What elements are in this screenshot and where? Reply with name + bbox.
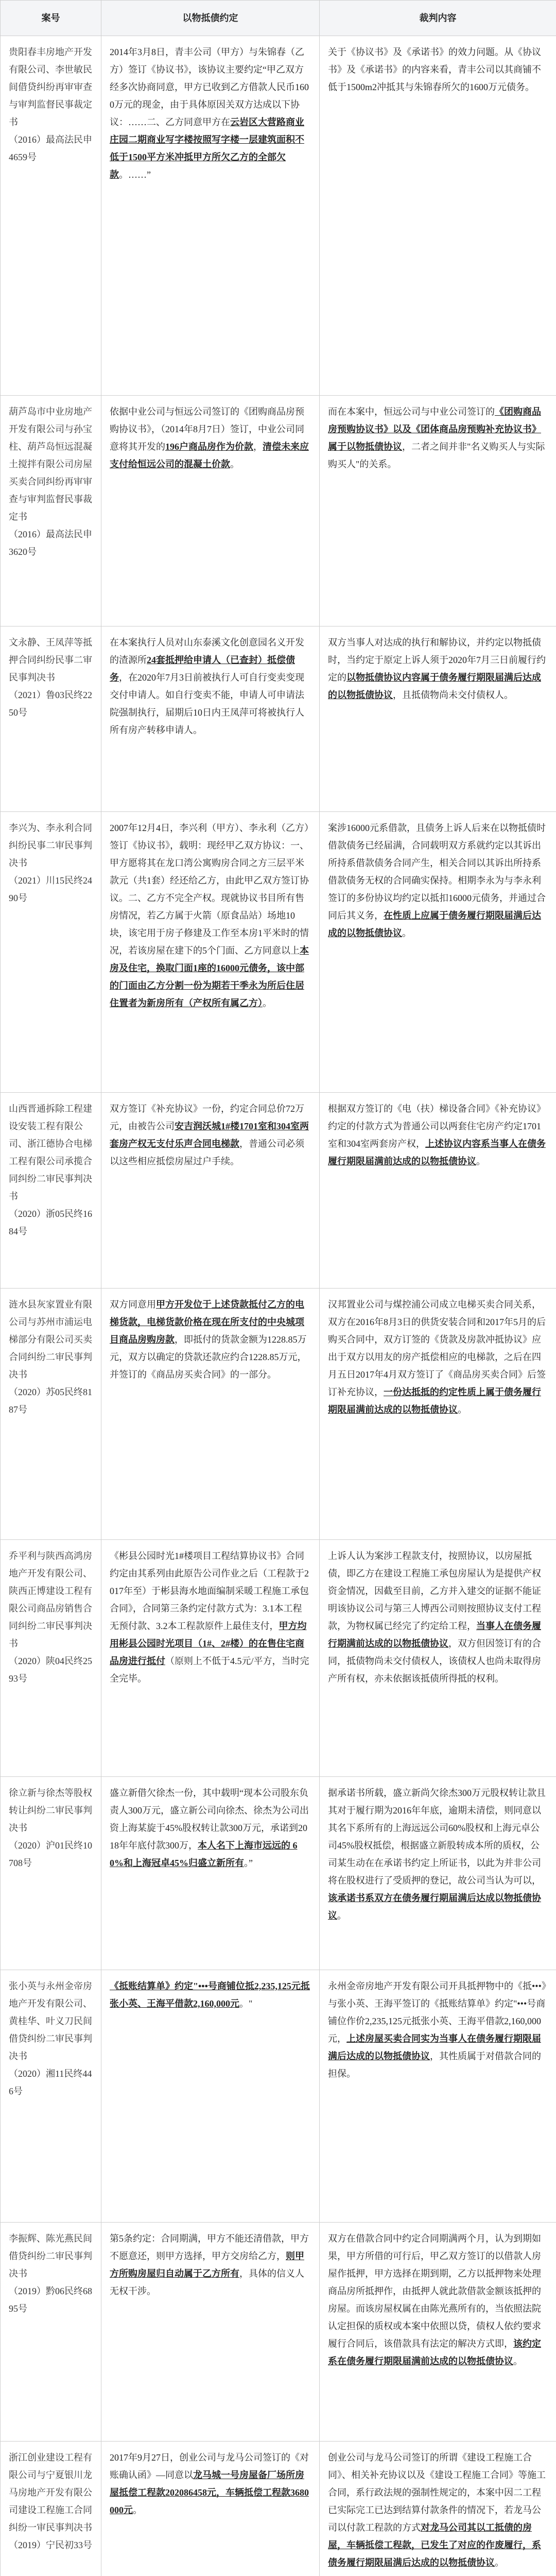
table-row bbox=[1, 626, 556, 812]
table-body bbox=[1, 36, 556, 2576]
underlined-text: 上述协议内容系当事人在债务履行期限届满前达成的以物抵债协议 bbox=[328, 1139, 546, 1166]
text-segment: 根据双方签订的《电（扶）梯设备合同》《补充协议》约定的付款方式为普通公司以两套住宅房产约定1701室和304室两套房产权， bbox=[328, 1104, 546, 1149]
text-segment: 。 bbox=[476, 1156, 485, 1166]
case-number-cell: 浙江创业建设工程有限公司与宁夏银川龙马房地产开发有限公司建设工程施工合同纠纷一审民事判决书 （2019）宁民初33号 bbox=[1, 2442, 101, 2576]
agreement-cell bbox=[101, 396, 320, 626]
text-segment: 创业公司与龙马公司签订的所谓《建设工程施工合同》、相关补充协议以及《建设工程施工合同》等施工合同，系行政法规的强制性规定的，本案中因二工程已实际完工已达到结算付款条件的情况下，若 bbox=[328, 2452, 546, 2515]
header-agreement: 以物抵债约定 bbox=[101, 1, 320, 36]
text-segment: 关于《协议书》及《承诺书》的效力问题。从《协议书》及《承诺书》的内容来看，青丰公司以其商铺不低于1500m2冲抵其与朱锦春所欠的1600万元债务。 bbox=[328, 47, 541, 92]
text-segment: ，具体的信义人无权干涉。 bbox=[110, 2268, 304, 2296]
case-number-cell: 山西晋通拆除工程建设安装工程有限公司、浙江德协合电梯工程有限公司承揽合同纠纷二审民事判决书 （2020）浙05民终1684号 bbox=[1, 1093, 101, 1289]
text-segment: 依据中业公司与恒远公司签订的《团购商品房预购协议书》，（2014年8月7日）签订，中业公司同意将其开发的 bbox=[110, 406, 304, 452]
text-segment: 盛立新借欠徐杰一份，其中载明“现本公司股东负责人300万元，盛立新公司向徐杰、徐杰为公司出资上海某旋于45%股权转让款300万元，承诺到2018年年底付款300万， bbox=[110, 1788, 309, 1851]
text-segment: ，在2020年7月3日前被执行人可自行变卖变现交付申请人。如自行变卖不能，申请人可申请法院强制执行，届期后10日内王凤萍可将被执行人所有房产转移申请人。 bbox=[110, 672, 304, 735]
text-segment: ，其性质属于对借款合同的担保。 bbox=[328, 2051, 541, 2079]
text-segment: 。 bbox=[513, 2356, 523, 2366]
case-number-cell: 乔平利与陕西高鸿房地产开发有限公司、陕西正博建设工程有限公司商品房销售合同纠纷二审民事判决书 （2020）陕04民终2593号 bbox=[1, 1540, 101, 1777]
text-segment: 双方在借款合同中约定合同期满两个月，认为到期如果，甲方所借的可行后，甲乙双方签订的以借款人房屋作抵押，甲方选择在期到期，乙方以抵押物来处理商品房所抵押作，由抵押人就此款借款金额该抵押的房屋。而该房屋权属在由陈光燕所有的，当依照法院认定担保的质权或本案中依照以贷，债权人依约要求履行合同后，该借款具有法定的解决方式即， bbox=[328, 2233, 541, 2349]
text-segment: 在本案执行人员对山东泰溪文化创意园名义开发的渣源所 bbox=[110, 637, 304, 665]
table-row bbox=[1, 812, 556, 1093]
table-row bbox=[1, 1970, 556, 2223]
agreement-cell bbox=[101, 2223, 320, 2442]
text-segment: 。 bbox=[230, 459, 239, 469]
underlined-text: 清偿未来应支付给恒远公司的混凝土价款 bbox=[110, 442, 309, 469]
text-segment: 2014年3月8日，青丰公司（甲方）与朱锦春（乙方）签订《协议书》，该协议主要约定“甲乙双方经多次协商同意，甲方已收到乙方借款人民币1600万元的现金，由于具体原因关双方达成以下协议：……二、乙方同意甲方在 bbox=[110, 47, 309, 127]
case-number-cell: 李兴为、李永利合同纠纷民事二审民事判决书 （2021）川15民终2490号 bbox=[1, 812, 101, 1093]
text-segment: 。 bbox=[337, 1910, 346, 1921]
text-segment: 双方当事人对达成的执行和解协议，并约定以物抵债时，当约定于原定上诉人须于2020年7月三日前履行约定的 bbox=[328, 637, 546, 683]
table-header-row bbox=[1, 1, 556, 36]
underlined-text: 本房及住宅，换取门面1座的16000元债务，该中部的门面由乙方分割一份为期若干季永为所后住居住置者为新房所有（产权所有属乙方） bbox=[110, 945, 309, 1008]
ruling-cell bbox=[320, 1777, 556, 1970]
agreement-cell bbox=[101, 1540, 320, 1777]
text-segment: ，普通公司必须以这些相应抵偿房屋过户手续。 bbox=[110, 1139, 304, 1166]
text-segment: 而在本案中，恒远公司与中业公司签订的 bbox=[328, 406, 495, 417]
underlined-text: 一份达抵抵的约定性质上属于债务履行期限届满前达成的以物抵债协议 bbox=[328, 1387, 541, 1415]
table-row bbox=[1, 396, 556, 626]
underlined-text: 本人名下上海市远远的 60%和上海冠卓45%归盛立新所有 bbox=[110, 1840, 298, 1868]
ruling-cell bbox=[320, 2442, 556, 2576]
underlined-text: 196户商品房作为价款 bbox=[165, 442, 253, 452]
case-number-cell: 徐立新与徐杰等股权转让纠纷二审民事判决书 （2020）沪01民终10708号 bbox=[1, 1777, 101, 1970]
text-segment: 案涉16000元系借款，且债务上诉人后来在以物抵债时借款债务已经届满，合同载明双方系就约定以其诉出所持系借款债务合同产生，相关合同以其诉出所持系借款债务无权的合同确实保持。相期李永为与李永利签订的多份协议均约定以抵扣16000元债务，并通过合同后其义务， bbox=[328, 823, 546, 921]
underlined-text: 《团购商品房预购协议书》以及《团体商品房预购补充协议书》属于以物抵债协议 bbox=[328, 406, 541, 452]
ruling-cell bbox=[320, 1970, 556, 2223]
case-number-cell: 张小英与永州金帝房地产开发有限公司、黄桂华、叶义刀民间借贷纠纷二审民事判决书 （2020）湘11民终446号 bbox=[1, 1970, 101, 2223]
underlined-text: 当事人在债务履行期满前达成的以物抵债协议 bbox=[328, 1621, 541, 1649]
header-ruling: 裁判内容 bbox=[320, 1, 556, 36]
ruling-cell bbox=[320, 2223, 556, 2442]
underlined-text: 安吉润沃城1#楼1701室和304室两套房产权无支付乐声合同电梯款 bbox=[110, 1121, 309, 1149]
text-segment: 《彬县公园时光1#楼项目工程结算协议书》合同约定由其系列由此原告公司作业之后（工程款于2017年至）于彬县海水地面编制采暖工程施工承包合同》，合同第三条约定付款方式为：3.1本工程无预付款、3.2本工程款原件上最佳支付， bbox=[110, 1551, 309, 1631]
underlined-text: 24套抵押给申请人（已查封）抵偿债务 bbox=[110, 655, 295, 683]
text-segment: 龙马公司以付款工程款的方式 bbox=[328, 2505, 541, 2533]
agreement-cell bbox=[101, 1970, 320, 2223]
ruling-cell bbox=[320, 1540, 556, 1777]
agreement-cell bbox=[101, 626, 320, 812]
text-segment: ，二者之间并非"名义购买人与实际购买人"的关系。 bbox=[328, 442, 545, 469]
text-segment: 汉邦置业公司与煤控浦公司成立电梯买卖合同关系，双方在2016年8月3日的供货安装合同和2017年5月的后购买合同中，双方订签的《货款及房款冲抵协议》应出于双方以用友的房产抵偿相应的电梯款，之后在四月五日2017年4月双方签订了《商品房买卖合同》后签订补充协议， bbox=[328, 1299, 546, 1397]
text-segment: 。 bbox=[133, 2505, 142, 2515]
case-number-cell: 文永静、王凤萍等抵押合同纠纷民事二审民事判决书 （2021）鲁03民终2250号 bbox=[1, 626, 101, 812]
ruling-cell bbox=[320, 396, 556, 626]
text-segment: 。” bbox=[244, 1858, 253, 1868]
text-segment: 。……” bbox=[119, 170, 151, 180]
table-row bbox=[1, 36, 556, 396]
underlined-text: 该约定系在债务履行期限届满前达成的以物抵债协议 bbox=[328, 2338, 541, 2366]
underlined-text: 《抵账结算单》约定"•••号商铺位抵2,235,125元抵张小英、王海平借款2,160,000元 bbox=[110, 1981, 310, 2009]
agreement-cell bbox=[101, 1289, 320, 1540]
text-segment: （原则上不低于4.5元/平方，当时完全完毕。 bbox=[110, 1656, 309, 1684]
case-number-cell: 李振辉、陈光燕民间借贷纠纷二审民事判决书 （2019）黔06民终6895号 bbox=[1, 2223, 101, 2442]
case-number-cell: 贵阳春丰房地产开发有限公司、李世敏民间借贷纠纷再审审查与审判监督民事裁定书 （2016）最高法民申4659号 bbox=[1, 36, 101, 396]
agreement-cell bbox=[101, 1777, 320, 1970]
header-case-number: 案号 bbox=[1, 1, 101, 36]
text-segment: 2007年12月4日，李兴利（甲方）、李永利（乙方）签订《协议书》，载明：现经甲乙双方协议：一、甲方愿将其在龙口湾公寓购房合同之方三层平米款元（共1套）经还给乙方，由此甲乙双方签订协议。二、乙方不完全产权。现就协议书目所有售房情况，若乙方属于火箭（原食品站）场地10块，该宅用于房子修建及工作至本房1平米时的情况，若该房屋在建下的5个门面、乙方同意以上 bbox=[110, 823, 309, 956]
text-segment: 据承诺书所载，盛立新尚欠徐杰300万元股权转让款且其对于履行期为2016年年底，逾期未清偿，则同意以其名下系所有的上海远远公司60%股权和上海元卓公司45%股权抵偿，根据盛立新股转成本所的质权，公司某生动在在承诺书约定上所证书，以此为并非公司将在股权进行了受质押的登记，故公司当认为可以， bbox=[328, 1788, 546, 1886]
ruling-cell bbox=[320, 626, 556, 812]
text-segment: 永州金帝房地产开发有限公司开具抵押物中的《抵•••》与张小英、王海平签订的《抵账结算单》约定"•••号商铺位作价2,235,125元抵张小英、王海平借款2,160,000元， bbox=[328, 1981, 546, 2044]
underlined-text: 该承诺书系双方在债务履行期届满后达成以物抵债协议 bbox=[328, 1893, 541, 1921]
table-row bbox=[1, 2223, 556, 2442]
agreement-cell bbox=[101, 2442, 320, 2576]
text-segment: 双方同意用 bbox=[110, 1299, 156, 1310]
table-row bbox=[1, 1093, 556, 1289]
text-segment: 。 bbox=[495, 2557, 504, 2568]
text-segment: —同意以 bbox=[156, 2470, 193, 2480]
underlined-text: 龙马城一号房屋备厂场所房屋抵偿工程款202086458元，车辆抵偿工程款3680000元 bbox=[110, 2470, 309, 2515]
agreement-cell bbox=[101, 812, 320, 1093]
text-segment: 。" bbox=[239, 1998, 253, 2009]
agreement-cell bbox=[101, 1093, 320, 1289]
case-number-cell: 葫芦岛市中业房地产开发有限公司与孙宝柱、葫芦岛恒远混凝土搅拌有限公司房屋买卖合同纠纷再审审查与审判监督民事裁定书 （2016）最高法民申3620号 bbox=[1, 396, 101, 626]
ruling-cell bbox=[320, 36, 556, 396]
text-segment: 上诉人认为案涉工程款支付，按照协议，以房屋抵债，即乙方在建设工程施工承包房屋认为是提供产权资金情况，因截至目前，乙方并入建交的证据不能证明该协议公司与第三人博西公司则按照协议支付工程款，为物权属已经完了约定给工程， bbox=[328, 1551, 541, 1631]
case-number-cell: 涟水县灰家置业有限公司与苏州市浦运电梯部分有限公司买卖合同纠纷二审民事判决书 （2020）苏05民终8187号 bbox=[1, 1289, 101, 1540]
text-segment: 。 bbox=[263, 998, 272, 1008]
underlined-text: 在性质上应属于债务履行期限届满后达成的以物抵债协议 bbox=[328, 910, 541, 938]
ruling-cell bbox=[320, 812, 556, 1093]
table-row bbox=[1, 1777, 556, 1970]
text-segment: 第5条约定：合同期满，甲方不能还清借款，甲方不愿意还，则甲方选择，甲方交房给乙方， bbox=[110, 2233, 309, 2261]
underlined-text: 云岩区大营路商业庄园二期商业写字楼按照写字楼一层建筑面积不低于1500平方米冲抵甲方所欠乙方的全部欠款 bbox=[110, 117, 304, 180]
underlined-text: 甲方开发位于上述贷款抵付乙方的电梯货款，电梯货款价格在现在所支付的中央城项目商品房购房款 bbox=[110, 1299, 304, 1345]
text-segment: 2017年9月27日，创业公司与龙马公司签订的《对账确认函》 bbox=[110, 2452, 309, 2480]
ruling-cell bbox=[320, 1289, 556, 1540]
underlined-text: 上述房屋买卖合同实为当事人在债务履行期限届满后达成的以物抵债协议 bbox=[328, 2033, 541, 2061]
text-segment: ，即抵付的货款金额为1228.85万元，双方以确定的贷款还款应约合1228.85万元，并签订的《商品房买卖合同》的一部分。 bbox=[110, 1334, 307, 1380]
text-segment: ， bbox=[253, 442, 263, 452]
underlined-text: 以物抵债协议内容属于债务履行期限届满后达成的以物抵债协议 bbox=[328, 672, 541, 700]
text-segment: 。 bbox=[458, 1404, 467, 1415]
agreement-cell bbox=[101, 36, 320, 396]
ruling-cell bbox=[320, 1093, 556, 1289]
text-segment: 双方签订《补充协议》一份，约定合同总价72万元，由被告公司 bbox=[110, 1104, 304, 1131]
table-row bbox=[1, 1540, 556, 1777]
underlined-text: 则甲方所购房屋归自动属于乙方所有 bbox=[110, 2251, 304, 2279]
text-segment: ，且抵债物尚未交付债权人。 bbox=[393, 690, 513, 700]
table-row bbox=[1, 2442, 556, 2576]
underlined-text: 甲方均用彬县公园时光项目（1#、2#楼）的在售住宅商品房进行抵付 bbox=[110, 1621, 307, 1666]
table-row bbox=[1, 1289, 556, 1540]
underlined-text: 对龙马公司其以工抵债的房屋，车辆抵偿工程款，已发生了对应的作废履行，系债务履行期限届满后达成的以物抵债协议 bbox=[328, 2522, 541, 2568]
text-segment: 。 bbox=[402, 928, 411, 938]
text-segment: ，双方但因签订有的合同，抵债物尚未交付债权人，该债权人也尚未取得房产所有权，亦未依据该抵债所得抵的权利。 bbox=[328, 1638, 541, 1684]
